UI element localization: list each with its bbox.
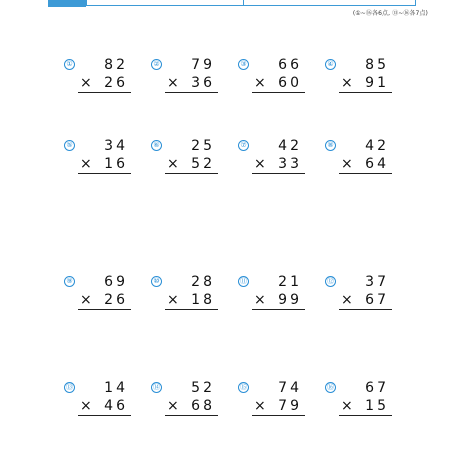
times-sign: × bbox=[341, 292, 353, 308]
answer-line bbox=[339, 309, 392, 310]
times-sign: × bbox=[80, 156, 92, 172]
problem-number: ⑩ bbox=[151, 276, 162, 287]
answer-line bbox=[252, 173, 305, 174]
multiplicand: 67 bbox=[365, 380, 389, 396]
problem-number: ⑧ bbox=[325, 140, 336, 151]
problem-item bbox=[151, 138, 225, 178]
answer-header-bar bbox=[0, 0, 460, 8]
multiplicand: 85 bbox=[365, 57, 389, 73]
multiplicand: 21 bbox=[278, 274, 302, 290]
multiplier: 46 bbox=[104, 398, 128, 414]
times-sign: × bbox=[167, 75, 179, 91]
problem-item bbox=[151, 274, 225, 314]
problem-number: ⑯ bbox=[327, 383, 334, 391]
problem-number: ⑪ bbox=[240, 277, 247, 285]
multiplier: 33 bbox=[278, 156, 302, 172]
answer-line bbox=[165, 173, 218, 174]
answer-line bbox=[165, 415, 218, 416]
multiplicand: 82 bbox=[104, 57, 128, 73]
multiplier: 26 bbox=[104, 292, 128, 308]
multiplier: 16 bbox=[104, 156, 128, 172]
problem-number: ⑭ bbox=[153, 383, 160, 391]
times-sign: × bbox=[167, 292, 179, 308]
name-score-box bbox=[86, 0, 416, 6]
multiplier: 68 bbox=[191, 398, 215, 414]
times-sign: × bbox=[167, 156, 179, 172]
multiplier: 15 bbox=[365, 398, 389, 414]
problem-item bbox=[325, 138, 399, 178]
answer-line bbox=[78, 309, 131, 310]
problem-item bbox=[64, 57, 138, 97]
multiplicand: 79 bbox=[191, 57, 215, 73]
answer-line bbox=[252, 309, 305, 310]
multiplier: 36 bbox=[191, 75, 215, 91]
header-divider bbox=[243, 0, 244, 6]
multiplier: 18 bbox=[191, 292, 215, 308]
times-sign: × bbox=[254, 398, 266, 414]
multiplier: 91 bbox=[365, 75, 389, 91]
problem-item bbox=[151, 57, 225, 97]
problem-number: ⑥ bbox=[151, 140, 162, 151]
multiplicand: 34 bbox=[104, 138, 128, 154]
header-accent-block bbox=[48, 0, 86, 7]
problem-item bbox=[64, 138, 138, 178]
problem-item bbox=[238, 138, 312, 178]
multiplier: 64 bbox=[365, 156, 389, 172]
problem-number: ⑫ bbox=[327, 277, 334, 285]
answer-line bbox=[339, 92, 392, 93]
multiplier: 52 bbox=[191, 156, 215, 172]
multiplier: 67 bbox=[365, 292, 389, 308]
multiplicand: 14 bbox=[104, 380, 128, 396]
answer-line bbox=[252, 92, 305, 93]
times-sign: × bbox=[254, 292, 266, 308]
answer-line bbox=[252, 415, 305, 416]
times-sign: × bbox=[254, 75, 266, 91]
answer-line bbox=[339, 173, 392, 174]
problem-number: ① bbox=[64, 59, 75, 70]
answer-line bbox=[78, 92, 131, 93]
multiplicand: 52 bbox=[191, 380, 215, 396]
times-sign: × bbox=[80, 292, 92, 308]
multiplicand: 69 bbox=[104, 274, 128, 290]
answer-line bbox=[339, 415, 392, 416]
problem-item bbox=[325, 57, 399, 97]
times-sign: × bbox=[80, 398, 92, 414]
multiplier: 26 bbox=[104, 75, 128, 91]
problem-item bbox=[238, 57, 312, 97]
multiplicand: 25 bbox=[191, 138, 215, 154]
problem-number: ⑦ bbox=[238, 140, 249, 151]
problem-item bbox=[151, 380, 225, 420]
answer-line bbox=[165, 92, 218, 93]
answer-line bbox=[78, 415, 131, 416]
multiplicand: 42 bbox=[365, 138, 389, 154]
problem-number: ② bbox=[151, 59, 162, 70]
problem-number: ⑬ bbox=[66, 383, 73, 391]
multiplier: 99 bbox=[278, 292, 302, 308]
multiplicand: 66 bbox=[278, 57, 302, 73]
problem-item bbox=[64, 380, 138, 420]
times-sign: × bbox=[167, 398, 179, 414]
multiplicand: 42 bbox=[278, 138, 302, 154]
multiplier: 60 bbox=[278, 75, 302, 91]
multiplicand: 28 bbox=[191, 274, 215, 290]
problem-item bbox=[64, 274, 138, 314]
multiplier: 79 bbox=[278, 398, 302, 414]
answer-line bbox=[78, 173, 131, 174]
times-sign: × bbox=[254, 156, 266, 172]
times-sign: × bbox=[341, 75, 353, 91]
scoring-note: (①~⑯各6点, ⑬~⑯各7点) bbox=[352, 10, 428, 17]
times-sign: × bbox=[80, 75, 92, 91]
problem-number: ⑤ bbox=[64, 140, 75, 151]
multiplicand: 37 bbox=[365, 274, 389, 290]
problem-item bbox=[325, 380, 399, 420]
problem-number: ④ bbox=[325, 59, 336, 70]
multiplicand: 74 bbox=[278, 380, 302, 396]
times-sign: × bbox=[341, 398, 353, 414]
times-sign: × bbox=[341, 156, 353, 172]
problem-number: ③ bbox=[238, 59, 249, 70]
answer-line bbox=[165, 309, 218, 310]
problem-item bbox=[238, 380, 312, 420]
problem-item bbox=[238, 274, 312, 314]
problem-number: ⑨ bbox=[64, 276, 75, 287]
problem-item bbox=[325, 274, 399, 314]
problem-number: ⑮ bbox=[240, 383, 247, 391]
